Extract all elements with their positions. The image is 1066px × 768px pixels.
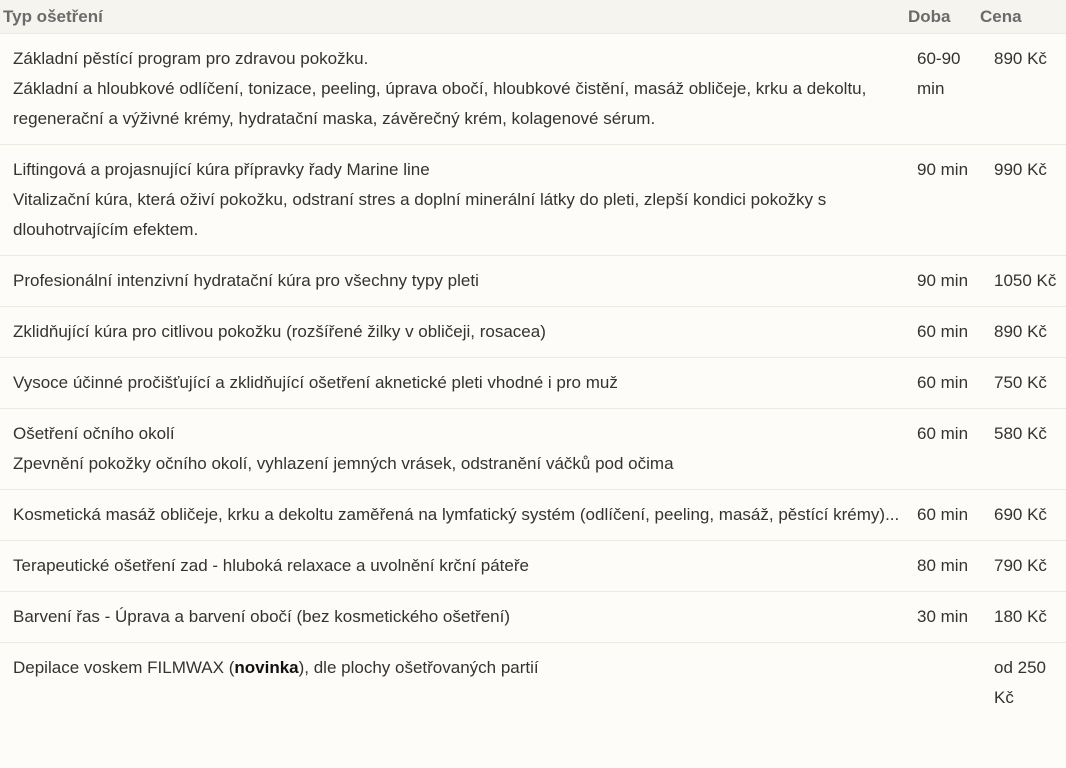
new-badge-text: novinka [234,658,299,677]
duration-cell: 90 min [903,256,980,307]
treatment-title: Vysoce účinné pročišťující a zklidňující ošetření aknetické pleti vhodné i pro muž [13,373,618,392]
duration-cell: 90 min [903,145,980,256]
duration-cell: 30 min [903,592,980,643]
treatment-title: Zklidňující kúra pro citlivou pokožku (rozšířené žilky v obličeji, rosacea) [13,322,546,341]
treatment-cell [0,541,903,592]
price-cell: 580 Kč [980,409,1066,490]
price-cell: 990 Kč [980,145,1066,256]
price-cell: 890 Kč [980,34,1066,145]
treatment-description: Vitalizační kúra, která oživí pokožku, odstraní stres a doplní minerální látky do pleti, zlepší kondici pokožky s dlouhotrvajícím efektem. [13,190,827,239]
treatment-cell [0,643,903,724]
table-row [0,409,1066,490]
table-row [0,490,1066,541]
duration-cell: 80 min [903,541,980,592]
treatment-title: Základní pěstící program pro zdravou pokožku. [13,49,369,68]
duration-cell: 60 min [903,307,980,358]
table-row [0,307,1066,358]
duration-cell: 60 min [903,409,980,490]
price-cell: 690 Kč [980,490,1066,541]
title-text-after: ), dle plochy ošetřovaných partií [298,658,539,677]
table-row [0,145,1066,256]
table-row [0,592,1066,643]
treatment-cell [0,358,903,409]
price-cell: 890 Kč [980,307,1066,358]
duration-cell: 60 min [903,490,980,541]
table-row [0,541,1066,592]
treatment-cell [0,34,903,145]
column-header-duration: Doba [903,0,980,34]
treatment-title: Profesionální intenzivní hydratační kúra pro všechny typy pleti [13,271,479,290]
table-row [0,358,1066,409]
treatment-cell [0,307,903,358]
treatment-title: Ošetření očního okolí [13,424,175,443]
title-text-before: Depilace voskem FILMWAX ( [13,658,235,677]
price-cell: 1050 Kč [980,256,1066,307]
table-header-row [0,0,1066,34]
table-body [0,34,1066,724]
price-cell: 750 Kč [980,358,1066,409]
duration-cell: 60-90 min [903,34,980,145]
table-row [0,256,1066,307]
table-row [0,643,1066,724]
treatment-title: Liftingová a projasnující kúra přípravky řady Marine line [13,160,430,179]
price-cell: od 250 Kč [980,643,1066,724]
treatment-cell [0,256,903,307]
treatment-cell [0,409,903,490]
treatment-title [13,653,903,683]
column-header-type: Typ ošetření [0,0,903,34]
column-header-price: Cena [980,0,1066,34]
treatment-cell [0,592,903,643]
table-row [0,34,1066,145]
price-cell: 790 Kč [980,541,1066,592]
treatment-description: Základní a hloubkové odlíčení, tonizace, peeling, úprava obočí, hloubkové čistění, masáž obličeje, krku a dekoltu, regenerační a výživné krémy, hydratační maska, závěrečný krém, kolagenové sérum. [13,79,867,128]
treatment-title: Barvení řas - Úprava a barvení obočí (bez kosmetického ošetření) [13,607,511,626]
treatment-title: Terapeutické ošetření zad - hluboká relaxace a uvolnění krční páteře [13,556,529,575]
treatment-description: Zpevnění pokožky očního okolí, vyhlazení jemných vrásek, odstranění váčků pod očima [13,454,674,473]
treatment-cell [0,145,903,256]
duration-cell [903,643,980,724]
treatment-cell [0,490,903,541]
treatment-title: Kosmetická masáž obličeje, krku a dekoltu zaměřená na lymfatický systém (odlíčení, peeling, masáž, pěstící krémy)... [13,505,900,524]
duration-cell: 60 min [903,358,980,409]
price-cell: 180 Kč [980,592,1066,643]
